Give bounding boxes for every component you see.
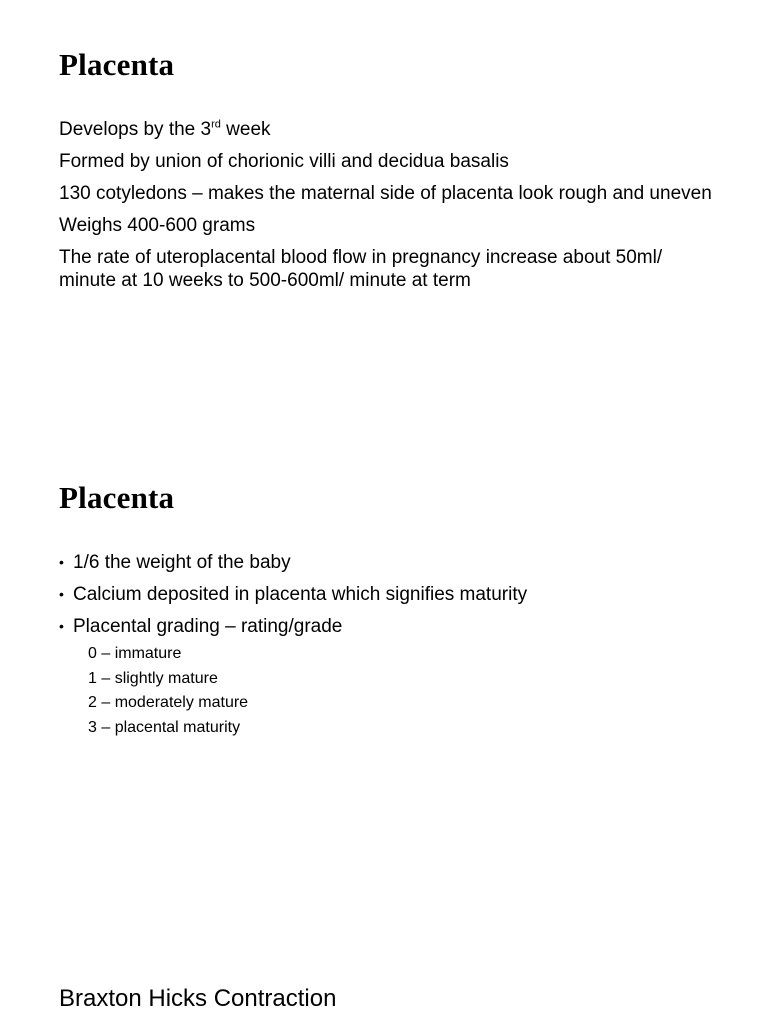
bullet-icon: • [59,554,64,570]
grade-item: 2 – moderately mature [88,694,249,711]
bullet-item: • 1/6 the weight of the baby [59,552,291,573]
slide-1-list [59,118,719,301]
slide-1-title: Placenta [59,47,175,82]
slide-3 [0,970,768,1024]
list-item: Formed by union of chorionic villi and decidua basalis [59,151,509,172]
grade-item: 0 – immature [88,645,182,662]
bullet-icon: • [59,586,64,602]
slide-1 [0,0,768,340]
list-item: Weighs 400-600 grams [59,215,256,236]
slide-3-title: Braxton Hicks Contraction [59,985,337,1012]
bullet-icon: • [59,618,64,634]
list-item: 130 cotyledons – makes the maternal side of placenta look rough and uneven [59,183,712,204]
list-item: Develops by the 3rd week [59,118,271,140]
placental-grade-list [88,642,248,740]
grade-item: 1 – slightly mature [88,669,218,687]
bullet-item: • Placental grading – rating/grade [59,616,343,637]
grade-item: 3 – placental maturity [88,718,241,736]
slide-2-bullets [59,551,739,647]
slide-2-title: Placenta [59,480,175,515]
bullet-item: • Calcium deposited in placenta which signifies maturity [59,584,528,605]
list-item: The rate of uteroplacental blood flow in pregnancy increase about 50ml/ minute at 10 weeks to 500-600ml/ minute at term [59,247,663,291]
slide-2 [0,460,768,760]
